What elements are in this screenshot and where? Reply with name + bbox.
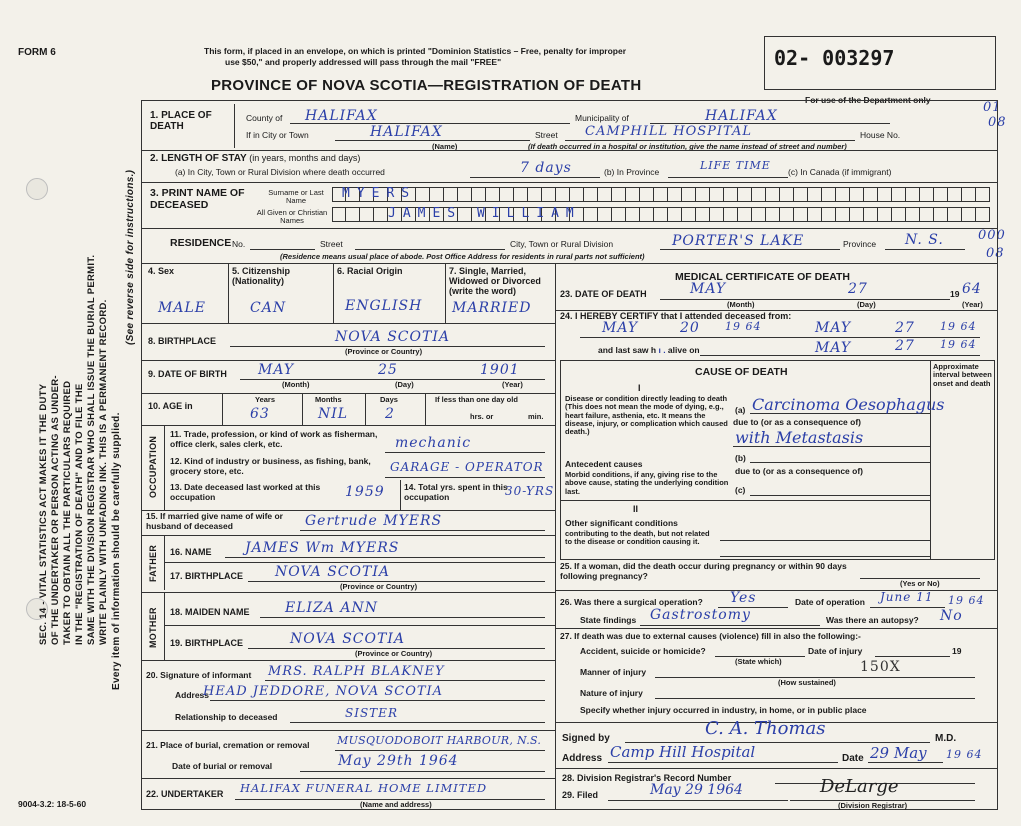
residence-street-label: Street: [320, 239, 343, 249]
informant-sig-label: 20. Signature of informant: [146, 670, 252, 680]
attend-from-year: 19 64: [725, 320, 762, 333]
postal-notice-2: use $50," and properly addressed will pass through the mail "FREE": [225, 57, 502, 67]
due-to-a: due to (or as a consequence of): [733, 417, 861, 427]
undertaker-label: 22. UNDERTAKER: [146, 789, 224, 799]
trade-label: 11. Trade, profession, or kind of work as fisherman, office clerk, sales clerk, etc.: [170, 429, 378, 449]
house-label: House No.: [860, 130, 901, 140]
city-value: HALIFAX: [370, 124, 443, 140]
relation-value: SISTER: [345, 706, 398, 720]
age-months: NIL: [318, 406, 349, 422]
residence-division-label: City, Town or Rural Division: [510, 239, 614, 249]
side-text-3: TAKER TO OBTAIN ALL THE PARTICULARS REQUIRED: [62, 380, 73, 645]
antecedent-hint: Morbid conditions, if any, giving rise to the above cause, stating the underlying condition last.: [565, 470, 729, 496]
given-value: JAMES WILLIAM: [388, 206, 581, 221]
manner-label: Manner of injury: [580, 667, 647, 677]
municipality-label: Municipality of: [575, 113, 629, 123]
min-label: min.: [528, 412, 544, 421]
filed-value: May 29 1964: [650, 782, 743, 798]
age-label: 10. AGE in: [148, 401, 193, 411]
burial-place-value: MUSQUODOBOIT HARBOUR, N.S.: [337, 734, 542, 747]
stay-city-value: 7 days: [520, 160, 572, 176]
days-label: Days: [380, 395, 398, 404]
surname-value: MYERS: [342, 186, 417, 201]
state-which-hint: (State which): [735, 657, 782, 666]
age-years: 63: [250, 406, 270, 422]
registrar-hint: (Division Registrar): [838, 801, 908, 810]
death-date-month: MAY: [690, 281, 727, 297]
mother-name-value: ELIZA ANN: [285, 600, 378, 616]
death-date-day: 27: [848, 281, 868, 297]
relation-label: Relationship to deceased: [175, 712, 278, 722]
stay-province-value: LIFE TIME: [700, 159, 771, 172]
side-text-1: SEC. 14 - VITAL STATISTICS ACT MAKES IT THE DUTY: [38, 383, 49, 645]
side-text-5: SAME WITH THE DIVISION REGISTRAR WHO SHALL ISSUE THE BURIAL PERMIT.: [86, 254, 97, 645]
attend-to-year: 19 64: [940, 320, 977, 333]
death-date-day-hint: (Day): [857, 300, 876, 309]
form-number: FORM 6: [18, 47, 56, 58]
street-label: Street: [535, 130, 558, 140]
antecedent-label: Antecedent causes: [565, 459, 643, 469]
father-name-label: 16. NAME: [170, 547, 212, 557]
last-worked-label: 13. Date deceased last worked at this occupation: [170, 482, 321, 502]
residence-label: RESIDENCE: [170, 237, 232, 249]
form-code: 9004-3.2: 18-5-60: [18, 799, 87, 809]
residence-no-label: No.: [232, 239, 246, 249]
father-name-value: JAMES Wm MYERS: [245, 540, 400, 556]
informant-address-label: Address: [175, 690, 210, 700]
industry-value: GARAGE - OPERATOR: [390, 460, 544, 474]
part-one-label: I: [638, 383, 641, 393]
dob-year-hint: (Year): [502, 380, 523, 389]
father-birth-label: 17. BIRTHPLACE: [170, 571, 244, 581]
dob-day: 25: [378, 362, 398, 378]
birthplace-label: 8. BIRTHPLACE: [148, 336, 217, 346]
age-days: 2: [385, 406, 395, 422]
med-date-label: Date: [842, 753, 864, 764]
punch-hole-top: [26, 178, 48, 200]
institution-hint: (If death occurred in a hospital or institution, give the name instead of street and number): [528, 142, 847, 151]
med-address-label: Address: [562, 753, 603, 764]
dept-code-3: 000: [978, 228, 1006, 243]
residence-division-value: PORTER'S LAKE: [672, 233, 805, 249]
death-date-year: 64: [962, 281, 982, 297]
attend-from-month: MAY: [602, 320, 639, 336]
dob-month: MAY: [258, 362, 295, 378]
residence-province-value: N. S.: [905, 232, 944, 248]
last-saw-day2: 27: [895, 338, 915, 354]
total-years-label: 14. Total yrs. spent in this occupation: [404, 482, 508, 502]
medical-title: MEDICAL CERTIFICATE OF DEATH: [675, 271, 850, 283]
dept-code-4: 08: [986, 246, 1005, 261]
status-label: 7. Single, Married, Widowed or Divorced (write the word): [449, 266, 541, 296]
burial-date-label: Date of burial or removal: [172, 761, 273, 771]
last-saw-label: and last saw h ı . alive on: [598, 345, 700, 355]
cause-a-marker: (a): [735, 405, 746, 415]
dob-month-hint: (Month): [282, 380, 310, 389]
registrar-signature: DeLarge: [820, 776, 899, 797]
spouse-label: 15. If married give name of wife or husband of deceased: [146, 511, 283, 531]
md-label: M.D.: [935, 733, 957, 744]
med-address-value: Camp Hill Hospital: [610, 743, 756, 761]
op-date-value: June 11: [880, 590, 934, 604]
informant-address-value: HEAD JEDDORE, NOVA SCOTIA: [203, 684, 444, 699]
cause-c-marker: (c): [735, 485, 746, 495]
death-date-year-prefix: 19: [950, 289, 960, 299]
stay-canada-label: (c) In Canada (if immigrant): [788, 167, 892, 177]
q26-label: 26. Was there a surgical operation?: [560, 597, 703, 607]
sex-value: MALE: [158, 300, 206, 316]
occupation-side-label: OCCUPATION: [148, 435, 158, 498]
attend-to-month: MAY: [815, 320, 852, 336]
mother-side-label: MOTHER: [148, 607, 158, 648]
undertaker-hint: (Name and address): [360, 800, 432, 809]
given-label: All Given or Christian Names: [256, 208, 328, 226]
birthplace-hint: (Province or Country): [345, 347, 423, 356]
trade-value: mechanic: [395, 435, 472, 451]
other-conditions-label: Other significant conditions: [565, 518, 678, 528]
industry-label: 12. Kind of industry or business, as fishing, bank, grocery store, etc.: [170, 456, 371, 476]
county-label: County of: [246, 113, 283, 123]
origin-value: ENGLISH: [345, 298, 423, 314]
last-saw-month: MAY: [815, 340, 852, 356]
stay-label: 2. LENGTH OF STAY (in years, months and days): [150, 153, 361, 164]
undertaker-value: HALIFAX FUNERAL HOME LIMITED: [240, 781, 488, 795]
mother-birth-value: NOVA SCOTIA: [290, 631, 405, 647]
county-value: HALIFAX: [305, 108, 378, 124]
hrs-label: hrs. or: [470, 412, 494, 421]
death-date-year-hint: (Year): [962, 300, 983, 309]
dob-year: 1901: [480, 362, 520, 378]
cause-a-value: Carcinoma Oesophagus: [752, 395, 945, 414]
autopsy-value: No: [940, 608, 963, 624]
citizenship-label: 5. Citizenship (Nationality): [232, 266, 291, 286]
injury-year-label: 19: [952, 646, 962, 656]
last-saw-year: 19 64: [940, 338, 977, 351]
years-label: Years: [255, 395, 276, 404]
cause-b-marker: (b): [735, 453, 746, 463]
municipality-value: HALIFAX: [705, 108, 778, 124]
name-label: 3. PRINT NAME OF DECEASED: [150, 187, 245, 211]
city-label: If in City or Town: [246, 130, 309, 140]
registration-number: 02- 003297: [774, 46, 895, 70]
mother-birth-label: 19. BIRTHPLACE: [170, 638, 244, 648]
dept-code-1: 01: [983, 100, 1002, 115]
med-date-value: 29 May: [870, 744, 927, 762]
place-label: 1. PLACE OF DEATH: [150, 110, 212, 132]
citizenship-value: CAN: [250, 300, 287, 316]
under-day-label: If less than one day old: [435, 395, 518, 404]
residence-hint: (Residence means usual place of abode. Post Office Address for residents in rural parts not sufficient): [280, 252, 645, 261]
spouse-value: Gertrude MYERS: [305, 513, 443, 529]
nature-label: Nature of injury: [580, 688, 643, 698]
med-date-year: 19 64: [946, 748, 983, 761]
father-side-label: FATHER: [148, 544, 158, 582]
months-label: Months: [315, 395, 342, 404]
side-text-2: OF THE UNDERTAKER OR PERSON ACTING AS UNDER-: [50, 375, 61, 645]
burial-place-label: 21. Place of burial, cremation or removal: [146, 740, 310, 750]
due-to-b: due to (or as a consequence of): [735, 466, 863, 476]
disease-label: Disease or condition directly leading to death (This does not mean the mode of dying, e.g., heart failure, asthenia, etc. It means the disease, injury, or complication which caused death.): [565, 394, 728, 436]
stay-city-label: (a) In City, Town or Rural Division where death occurred: [175, 167, 385, 177]
accident-label: Accident, suicide or homicide?: [580, 646, 706, 656]
dept-use-label: For use of the Department only: [805, 95, 931, 105]
father-birth-value: NOVA SCOTIA: [275, 564, 390, 580]
specify-label: Specify whether injury occurred in industry, in home, or in public place: [580, 705, 867, 715]
dept-code-2: 08: [988, 115, 1007, 130]
attend-from-day: 20: [680, 320, 700, 336]
status-value: MARRIED: [452, 300, 532, 316]
autopsy-label: Was there an autopsy?: [826, 615, 919, 625]
city-name-hint: (Name): [432, 142, 458, 151]
op-year-value: 19 64: [948, 594, 985, 607]
manner-value: 150X: [860, 659, 901, 675]
death-date-label: 23. DATE OF DEATH: [560, 289, 647, 299]
side-text-7: Every item of information should be carefully supplied.: [111, 412, 122, 690]
side-text-8: (See reverse side for instructions.): [125, 169, 136, 345]
informant-sig-value: MRS. RALPH BLAKNEY: [268, 664, 445, 679]
cause-title: CAUSE OF DEATH: [695, 366, 788, 378]
surname-cells: [332, 187, 990, 202]
side-text-4: IN THE "REGISTRATION OF DEATH" AND TO FILE THE: [74, 383, 85, 645]
surname-label: Surname or Last Name: [268, 188, 324, 206]
q29-label: 29. Filed: [562, 790, 599, 800]
sex-label: 4. Sex: [148, 266, 175, 276]
attend-to-day: 27: [895, 320, 915, 336]
dob-label: 9. DATE OF BIRTH: [148, 369, 227, 379]
street-value: CAMPHILL HOSPITAL: [585, 124, 753, 139]
signed-value: C. A. Thomas: [705, 718, 826, 739]
attend-label: 24. I HEREBY CERTIFY that I attended deceased from:: [560, 311, 792, 321]
signed-label: Signed by: [562, 733, 610, 744]
father-birth-hint: (Province or Country): [340, 582, 418, 591]
page-title: PROVINCE OF NOVA SCOTIA—REGISTRATION OF DEATH: [211, 77, 642, 94]
q25-label: 25. If a woman, did the death occur during pregnancy or within 90 days following pregnancy?: [560, 561, 847, 581]
total-years-value: 30-YRS: [505, 484, 555, 498]
side-text-6: WRITE PLAINLY WITH UNFADING INK. THIS IS A PERMANENT RECORD.: [98, 299, 109, 645]
findings-value: Gastrostomy: [650, 607, 751, 623]
how-sustained-hint: (How sustained): [778, 678, 836, 687]
op-date-label: Date of operation: [795, 597, 865, 607]
q26-value: Yes: [730, 590, 757, 606]
stay-province-label: (b) In Province: [604, 167, 660, 177]
dob-day-hint: (Day): [395, 380, 414, 389]
part-two-label: II: [633, 504, 639, 514]
cause-a2-value: with Metastasis: [735, 428, 864, 447]
other-conditions-hint: contributing to the death, but not related to the disease or condition causing it.: [565, 529, 710, 547]
q25-yes-no: (Yes or No): [900, 579, 940, 588]
q28-label: 28. Division Registrar's Record Number: [562, 773, 732, 783]
death-date-month-hint: (Month): [727, 300, 755, 309]
approx-interval-label: Approximate interval between onset and death: [933, 362, 992, 388]
q27-label: 27. If death was due to external causes (violence) fill in also the following:-: [560, 631, 861, 641]
last-worked-value: 1959: [345, 484, 385, 500]
mother-birth-hint: (Province or Country): [355, 649, 433, 658]
mother-name-label: 18. MAIDEN NAME: [170, 607, 250, 617]
postal-notice-1: This form, if placed in an envelope, on which is printed "Dominion Statistics – Free, penalty for improper: [204, 46, 627, 56]
burial-date-value: May 29th 1964: [338, 753, 459, 769]
findings-label: State findings: [580, 615, 637, 625]
injury-date-label: Date of injury: [808, 646, 863, 656]
residence-province-label: Province: [843, 239, 877, 249]
origin-label: 6. Racial Origin: [337, 266, 403, 276]
birthplace-value: NOVA SCOTIA: [335, 329, 450, 345]
